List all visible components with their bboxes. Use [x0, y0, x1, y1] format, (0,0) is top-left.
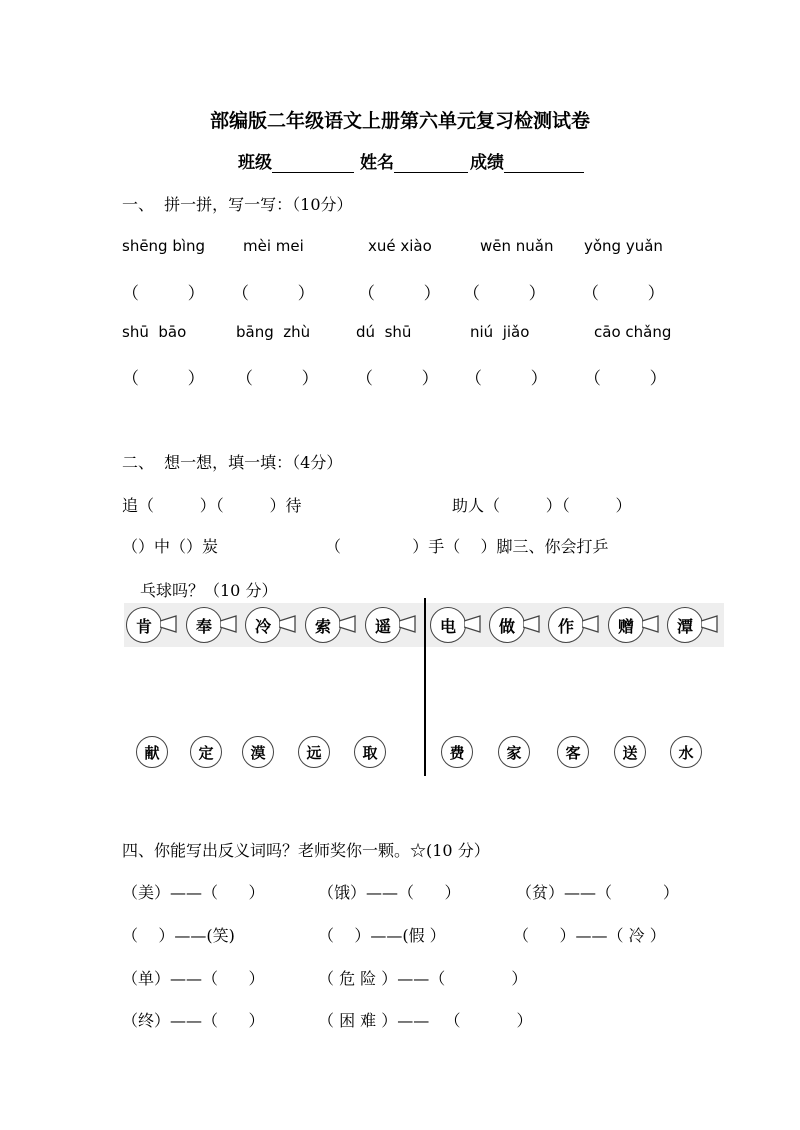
antonym-item[interactable]: （ 危 险 ）——（ ） [318, 969, 528, 988]
pinyin-item: bāng zhù [236, 323, 311, 341]
paddle-char: 潭 [667, 607, 703, 643]
idiom-fill[interactable]: （）中（）炭 [122, 537, 219, 556]
pinyin-item: dú shū [356, 323, 412, 341]
ball[interactable]: 远 [298, 736, 330, 768]
paddle[interactable] [430, 607, 490, 643]
paddle-char: 奉 [186, 607, 222, 643]
ball[interactable]: 献 [136, 736, 168, 768]
ball[interactable]: 取 [354, 736, 386, 768]
idiom-fill[interactable]: （ ）手（ ）脚三、你会打乒 [325, 537, 609, 556]
paddle[interactable] [365, 607, 425, 643]
pinyin-item: shēng bìng [122, 237, 206, 255]
section1-heading: 一、 拼一拼，写一写：（10分） [122, 195, 353, 214]
pinyin-item: niú jiǎo [470, 323, 530, 341]
page-title: 部编版二年级语文上册第六单元复习检测试卷 [209, 110, 590, 132]
antonym-item[interactable]: （ 困 难 ）—— （ ） [318, 1011, 533, 1030]
name-blank[interactable] [394, 154, 468, 173]
antonym-item[interactable]: （终）——（ ） [122, 1011, 265, 1030]
paddle-handle-icon [339, 615, 359, 633]
antonym-item[interactable]: （饿）——（ ） [318, 883, 461, 902]
antonym-item[interactable]: （ ）——（ 冷 ） [513, 926, 666, 945]
antonym-item[interactable]: （单）——（ ） [122, 969, 265, 988]
antonym-item[interactable]: （美）——（ ） [122, 883, 265, 902]
idiom-fill[interactable]: 追（ ）（ ）待 [122, 496, 302, 515]
name-field[interactable] [360, 148, 468, 173]
paddle-handle-icon [279, 615, 299, 633]
paddle-char: 冷 [245, 607, 281, 643]
paddle-handle-icon [160, 615, 180, 633]
paddle[interactable] [667, 607, 727, 643]
paddle-char: 做 [489, 607, 525, 643]
ball[interactable]: 费 [441, 736, 473, 768]
answer-box[interactable]: （ ） [465, 369, 548, 389]
answer-box[interactable]: （ ） [232, 284, 315, 304]
paddle-char: 电 [430, 607, 466, 643]
ball[interactable]: 定 [190, 736, 222, 768]
pinyin-item: cāo chǎng [594, 323, 672, 341]
paddle[interactable] [608, 607, 668, 643]
class-blank[interactable] [272, 154, 354, 173]
answer-box[interactable]: （ ） [122, 369, 205, 389]
pinyin-item: yǒng yuǎn [584, 237, 663, 255]
paddle-char: 肯 [126, 607, 162, 643]
answer-box[interactable]: （ ） [463, 284, 546, 304]
pinyin-item: shū bāo [122, 323, 187, 341]
section3-heading: 乓球吗？（10 分） [140, 581, 278, 600]
paddle-handle-icon [220, 615, 240, 633]
paddle-handle-icon [523, 615, 543, 633]
ball[interactable]: 家 [498, 736, 530, 768]
ball[interactable]: 客 [557, 736, 589, 768]
score-label: 成绩 [470, 153, 504, 173]
pinyin-item: wēn nuǎn [480, 237, 554, 255]
answer-box[interactable]: （ ） [236, 369, 319, 389]
paddle-handle-icon [464, 615, 484, 633]
antonym-item[interactable]: （ ）——(假 ） [318, 926, 446, 945]
paddle-char: 索 [305, 607, 341, 643]
paddle-char: 作 [548, 607, 584, 643]
antonym-item[interactable]: （ ）——(笑) [122, 926, 235, 945]
paddle[interactable] [186, 607, 246, 643]
class-field[interactable] [238, 148, 354, 173]
name-label: 姓名 [360, 153, 394, 173]
paddle-handle-icon [701, 615, 721, 633]
paddle[interactable] [126, 607, 186, 643]
ball[interactable]: 送 [614, 736, 646, 768]
answer-box[interactable]: （ ） [582, 284, 665, 304]
paddle-handle-icon [582, 615, 602, 633]
section4-heading: 四、你能写出反义词吗？老师奖你一颗。☆(10 分） [122, 841, 490, 860]
paddle[interactable] [489, 607, 549, 643]
paddle[interactable] [245, 607, 305, 643]
paddle-char: 赠 [608, 607, 644, 643]
paddle-char: 遥 [365, 607, 401, 643]
class-label: 班级 [238, 153, 272, 173]
score-blank[interactable] [504, 154, 584, 173]
section2-heading: 二、 想一想，填一填：（4分） [122, 453, 343, 472]
paddle[interactable] [548, 607, 608, 643]
pinyin-item: xué xiào [368, 237, 432, 255]
antonym-item[interactable]: （贫）——（ ） [516, 883, 679, 902]
paddle[interactable] [305, 607, 365, 643]
ball[interactable]: 漠 [242, 736, 274, 768]
answer-box[interactable]: （ ） [356, 369, 439, 389]
pinyin-item: mèi mei [243, 237, 304, 255]
ball[interactable]: 水 [670, 736, 702, 768]
answer-box[interactable]: （ ） [122, 284, 205, 304]
paddle-handle-icon [399, 615, 419, 633]
idiom-fill[interactable]: 助人（ ）（ ） [452, 496, 632, 515]
paddle-handle-icon [642, 615, 662, 633]
answer-box[interactable]: （ ） [358, 284, 441, 304]
score-field[interactable] [470, 148, 584, 173]
answer-box[interactable]: （ ） [584, 369, 667, 389]
